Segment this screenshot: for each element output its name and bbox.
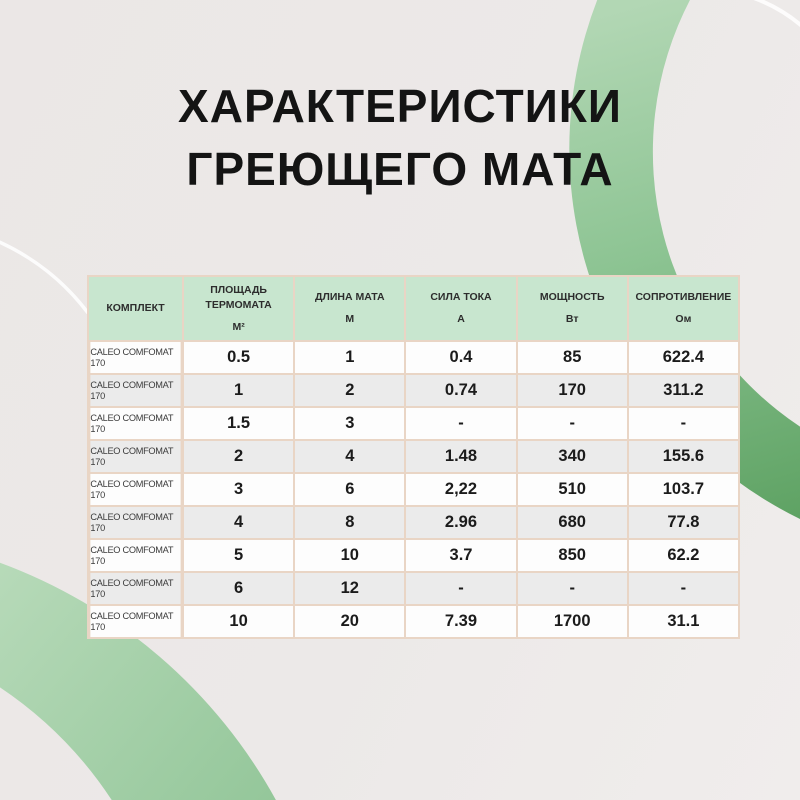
length-cell: 3	[295, 408, 404, 439]
area-cell: 1.5	[184, 408, 293, 439]
length-cell: 10	[295, 540, 404, 571]
resistance-cell: 311.2	[629, 375, 738, 406]
power-cell: 170	[518, 375, 627, 406]
area-cell: 1	[184, 375, 293, 406]
kit-cell: CALEO COMFOMAT 170	[90, 342, 180, 373]
length-cell: 4	[295, 441, 404, 472]
header-cell-power	[518, 277, 627, 340]
resistance-cell: 622.4	[629, 342, 738, 373]
header-cell-current	[406, 277, 515, 340]
resistance-cell: 103.7	[629, 474, 738, 505]
current-cell: 2.96	[406, 507, 515, 538]
length-cell: 6	[295, 474, 404, 505]
header-label: ПЛОЩАДЬ ТЕРМОМАТА	[205, 283, 272, 311]
resistance-cell: -	[629, 408, 738, 439]
area-cell: 3	[184, 474, 293, 505]
current-cell: 3.7	[406, 540, 515, 571]
kit-cell: CALEO COMFOMAT 170	[90, 408, 180, 439]
resistance-cell: 77.8	[629, 507, 738, 538]
header-label: СИЛА ТОКА	[430, 291, 492, 303]
current-cell: 1.48	[406, 441, 515, 472]
header-cell-kit	[89, 277, 182, 340]
length-cell: 2	[295, 375, 404, 406]
header-label: ДЛИНА МАТА	[314, 291, 385, 303]
kit-cell: CALEO COMFOMAT 170	[90, 507, 180, 538]
header-cell-area	[184, 277, 293, 340]
kit-cell: CALEO COMFOMAT 170	[90, 441, 180, 472]
resistance-cell: 62.2	[629, 540, 738, 571]
current-cell: 2,22	[406, 474, 515, 505]
header-cell-length	[295, 277, 404, 340]
length-cell: 12	[295, 573, 404, 604]
header-unit: М²	[232, 320, 245, 333]
kit-cell: CALEO COMFOMAT 170	[90, 474, 180, 505]
kit-cell: CALEO COMFOMAT 170	[90, 375, 180, 406]
power-cell: 850	[518, 540, 627, 571]
header-label: КОМПЛЕКТ	[106, 302, 165, 314]
area-cell: 10	[184, 606, 293, 637]
page-title	[0, 75, 800, 201]
current-cell: 7.39	[406, 606, 515, 637]
header-unit: А	[457, 313, 465, 325]
area-cell: 0.5	[184, 342, 293, 373]
header-cell-resistance	[629, 277, 738, 340]
kit-cell: CALEO COMFOMAT 170	[90, 540, 180, 571]
power-cell: -	[518, 573, 627, 604]
page-title-line-2: ГРЕЮЩЕГО МАТА	[186, 142, 614, 195]
area-cell: 4	[184, 507, 293, 538]
page-title-line-1: ХАРАКТЕРИСТИКИ	[178, 79, 622, 132]
power-cell: 680	[518, 507, 627, 538]
current-cell: 0.74	[406, 375, 515, 406]
kit-cell: CALEO COMFOMAT 170	[90, 573, 180, 604]
header-unit: Ом	[675, 313, 692, 325]
header-label: МОЩНОСТЬ	[539, 291, 605, 303]
current-cell: -	[406, 408, 515, 439]
header-label: СОПРОТИВЛЕНИЕ	[635, 291, 732, 303]
length-cell: 8	[295, 507, 404, 538]
power-cell: 85	[518, 342, 627, 373]
resistance-cell: 155.6	[629, 441, 738, 472]
current-cell: 0.4	[406, 342, 515, 373]
area-cell: 2	[184, 441, 293, 472]
resistance-cell: -	[629, 573, 738, 604]
resistance-cell: 31.1	[629, 606, 738, 637]
kit-cell: CALEO COMFOMAT 170	[90, 606, 180, 637]
power-cell: 510	[518, 474, 627, 505]
header-unit: Вт	[565, 313, 579, 325]
length-cell: 1	[295, 342, 404, 373]
power-cell: -	[518, 408, 627, 439]
length-cell: 20	[295, 606, 404, 637]
area-cell: 5	[184, 540, 293, 571]
area-cell: 6	[184, 573, 293, 604]
current-cell: -	[406, 573, 515, 604]
header-unit: М	[345, 313, 355, 325]
power-cell: 340	[518, 441, 627, 472]
specs-table	[87, 275, 740, 639]
power-cell: 1700	[518, 606, 627, 637]
